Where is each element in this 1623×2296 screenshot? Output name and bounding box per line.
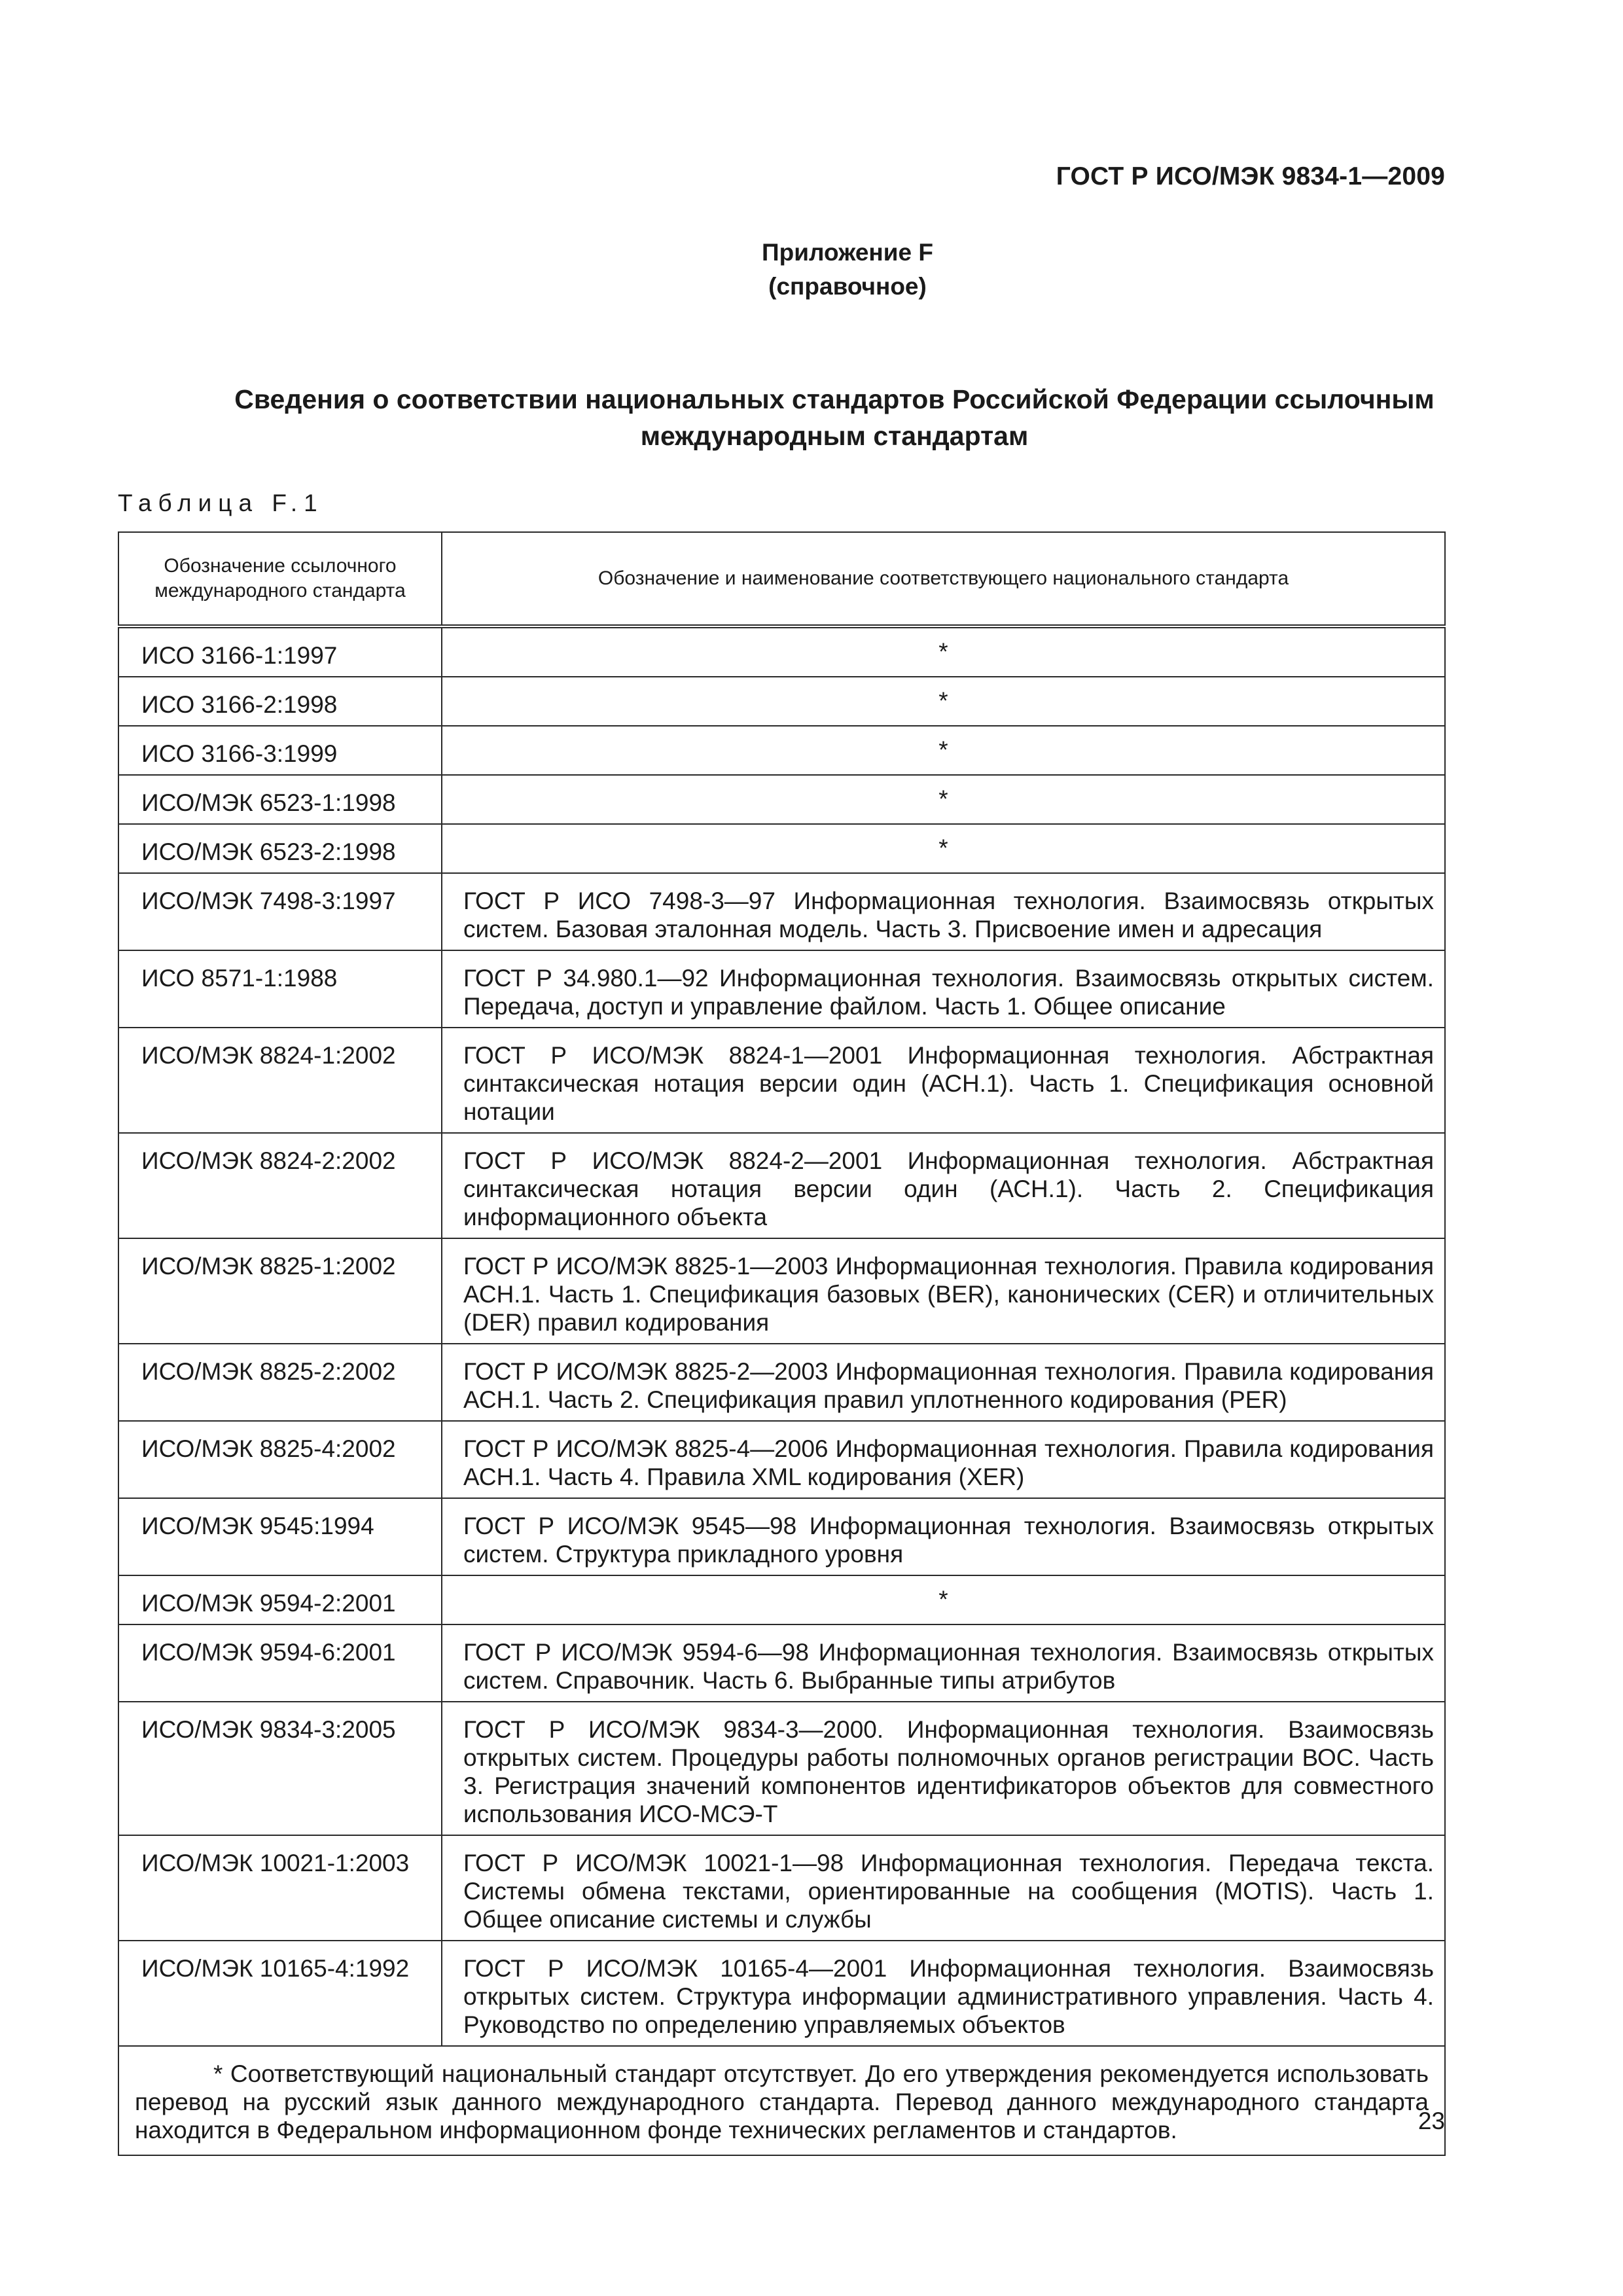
ref-standard-cell: ИСО 3166-3:1999 [118, 726, 442, 775]
ref-standard-cell: ИСО/МЭК 7498-3:1997 [118, 873, 442, 950]
table-row [118, 1028, 1445, 1133]
table-row [118, 1498, 1445, 1575]
national-standard-cell: ГОСТ Р ИСО/МЭК 9545—98 Информационная технология. Взаимосвязь открытых систем. Структура прикладного уровня [442, 1498, 1445, 1575]
national-standard-cell: ГОСТ Р ИСО/МЭК 10021-1—98 Информационная технология. Передача текста. Системы обмена текстами, ориентированные на сообщения (MOTIS). Часть 1. Общее описание системы и службы [442, 1835, 1445, 1941]
table-row [118, 626, 1445, 677]
table-row [118, 677, 1445, 726]
national-standard-cell: * [442, 677, 1445, 726]
table-row [118, 824, 1445, 873]
ref-standard-cell: ИСО 3166-2:1998 [118, 677, 442, 726]
ref-standard-cell: ИСО/МЭК 9545:1994 [118, 1498, 442, 1575]
table-row [118, 1344, 1445, 1421]
header-national-standard: Обозначение и наименование соответствующего национального стандарта [442, 532, 1445, 626]
appendix-heading [0, 236, 1623, 304]
national-standard-cell: ГОСТ Р ИСО/МЭК 8824-2—2001 Информационная технология. Абстрактная синтаксическая нотация версии один (АСН.1). Часть 2. Спецификация информационного объекта [442, 1133, 1445, 1238]
table-label: Таблица F.1 [118, 490, 324, 516]
ref-standard-cell: ИСО 8571-1:1988 [118, 950, 442, 1028]
ref-standard-cell: ИСО/МЭК 10021-1:2003 [118, 1835, 442, 1941]
ref-standard-cell: ИСО/МЭК 8824-1:2002 [118, 1028, 442, 1133]
table-header-row [118, 532, 1445, 626]
document-title [118, 381, 1551, 454]
table-row [118, 775, 1445, 824]
ref-standard-cell: ИСО/МЭК 9594-6:2001 [118, 1624, 442, 1702]
national-standard-cell: ГОСТ Р ИСО/МЭК 9594-6—98 Информационная технология. Взаимосвязь открытых систем. Справочник. Часть 6. Выбранные типы атрибутов [442, 1624, 1445, 1702]
national-standard-cell: ГОСТ Р ИСО/МЭК 8825-2—2003 Информационная технология. Правила кодирования АСН.1. Часть 2. Спецификация правил уплотненного кодирования (PER) [442, 1344, 1445, 1421]
table-row [118, 873, 1445, 950]
table-row [118, 726, 1445, 775]
national-standard-cell: ГОСТ Р ИСО/МЭК 10165-4—2001 Информационная технология. Взаимосвязь открытых систем. Структура информации административного управления. Часть 4. Руководство по определению управляемых объектов [442, 1941, 1445, 2046]
footnote-row [118, 2046, 1445, 2155]
national-standard-cell: * [442, 726, 1445, 775]
header-ref-standard: Обозначение ссылочного международного стандарта [118, 532, 442, 626]
table-footnote [118, 2046, 1445, 2155]
table-row [118, 1238, 1445, 1344]
standard-code: ГОСТ Р ИСО/МЭК 9834-1—2009 [1056, 162, 1445, 190]
ref-standard-cell: ИСО/МЭК 10165-4:1992 [118, 1941, 442, 2046]
ref-standard-cell: ИСО/МЭК 6523-1:1998 [118, 775, 442, 824]
correspondence-table [118, 531, 1446, 2156]
ref-standard-cell: ИСО 3166-1:1997 [118, 626, 442, 677]
page-number: 23 [1418, 2108, 1445, 2134]
ref-standard-cell: ИСО/МЭК 9834-3:2005 [118, 1702, 442, 1835]
ref-standard-cell: ИСО/МЭК 8825-1:2002 [118, 1238, 442, 1344]
title-line-2: международным стандартам [640, 421, 1029, 451]
national-standard-cell: ГОСТ Р ИСО/МЭК 8824-1—2001 Информационная технология. Абстрактная синтаксическая нотация версии один (АСН.1). Часть 1. Спецификация основной нотации [442, 1028, 1445, 1133]
ref-standard-cell: ИСО/МЭК 8825-4:2002 [118, 1421, 442, 1498]
ref-standard-cell: ИСО/МЭК 9594-2:2001 [118, 1575, 442, 1624]
table-row [118, 1421, 1445, 1498]
table-row [118, 1133, 1445, 1238]
national-standard-cell: ГОСТ Р ИСО 7498-3—97 Информационная технология. Взаимосвязь открытых систем. Базовая эталонная модель. Часть 3. Присвоение имен и адресация [442, 873, 1445, 950]
national-standard-cell: * [442, 1575, 1445, 1624]
appendix-type: (справочное) [768, 273, 927, 300]
table-row [118, 1624, 1445, 1702]
national-standard-cell: * [442, 626, 1445, 677]
footnote-text: * Соответствующий национальный стандарт отсутствует. До его утверждения рекомендуется использовать перевод на русский язык данного международного стандарта. Перевод данного международного стандарта находится в Федеральном информационном фонде технических регламентов и стандартов. [135, 2060, 1429, 2144]
national-standard-cell: ГОСТ Р ИСО/МЭК 8825-4—2006 Информационная технология. Правила кодирования АСН.1. Часть 4. Правила XML кодирования (XER) [442, 1421, 1445, 1498]
table-row [118, 950, 1445, 1028]
national-standard-cell: * [442, 824, 1445, 873]
national-standard-cell: ГОСТ Р ИСО/МЭК 9834-3—2000. Информационная технология. Взаимосвязь открытых систем. Процедуры работы полномочных органов регистрации ВОС. Часть 3. Регистрация значений компонентов идентификаторов объектов для совместного использования ИСО-МСЭ-Т [442, 1702, 1445, 1835]
national-standard-cell: ГОСТ Р ИСО/МЭК 8825-1—2003 Информационная технология. Правила кодирования АСН.1. Часть 1. Спецификация базовых (BER), канонических (CER) и отличительных (DER) правил кодирования [442, 1238, 1445, 1344]
table-row [118, 1702, 1445, 1835]
national-standard-cell: * [442, 775, 1445, 824]
table-row [118, 1575, 1445, 1624]
table-row [118, 1835, 1445, 1941]
table-row [118, 1941, 1445, 2046]
title-line-1: Сведения о соответствии национальных стандартов Российской Федерации ссылочным [234, 384, 1435, 414]
ref-standard-cell: ИСО/МЭК 8825-2:2002 [118, 1344, 442, 1421]
ref-standard-cell: ИСО/МЭК 8824-2:2002 [118, 1133, 442, 1238]
national-standard-cell: ГОСТ Р 34.980.1—92 Информационная технология. Взаимосвязь открытых систем. Передача, доступ и управление файлом. Часть 1. Общее описание [442, 950, 1445, 1028]
appendix-label: Приложение F [762, 239, 933, 266]
ref-standard-cell: ИСО/МЭК 6523-2:1998 [118, 824, 442, 873]
